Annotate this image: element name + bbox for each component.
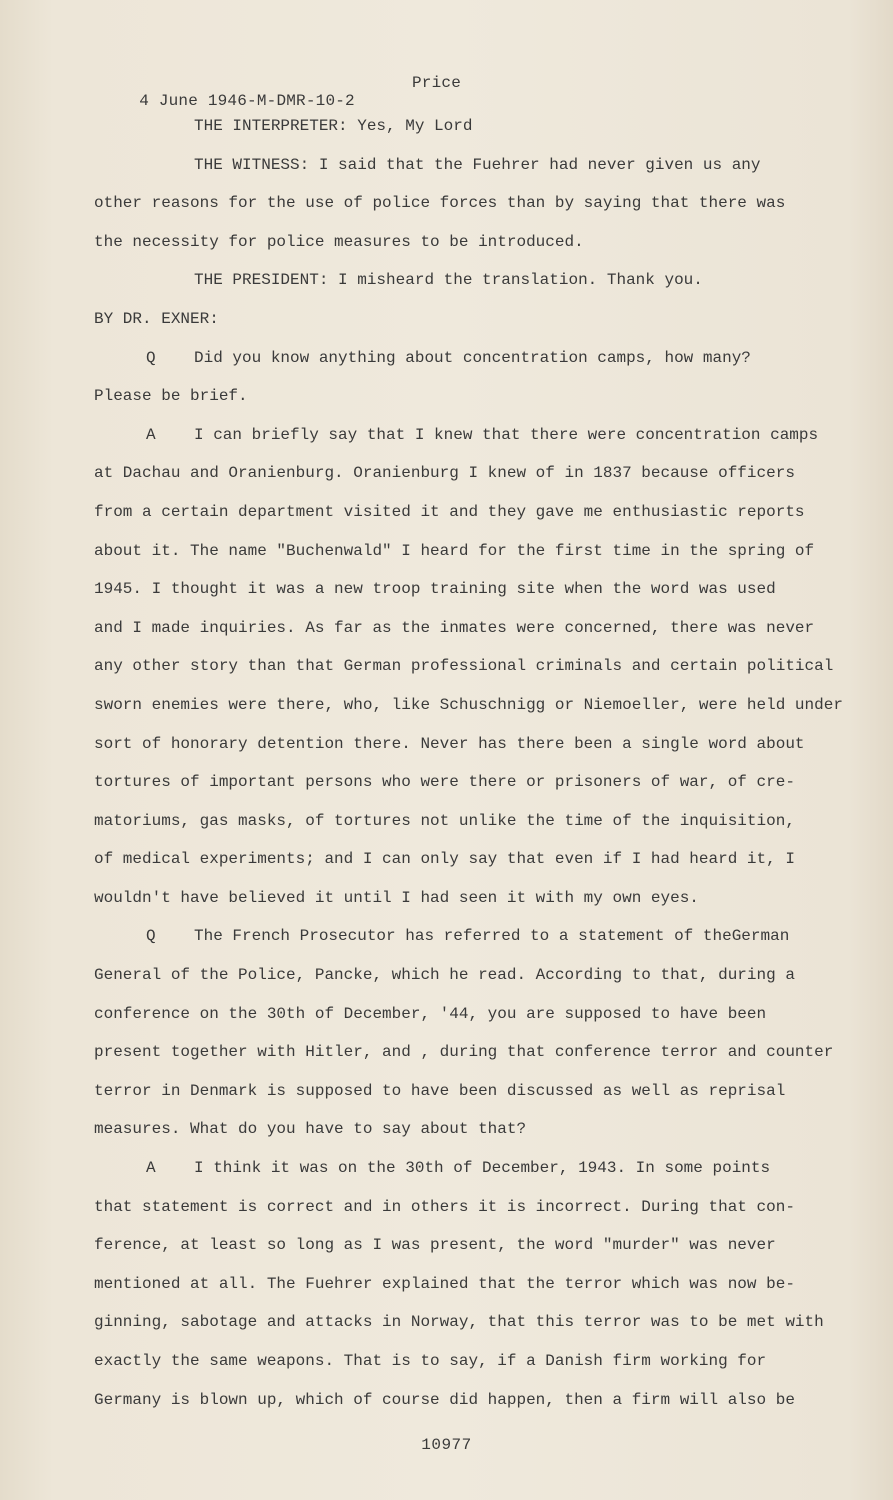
transcript-line (94, 300, 854, 339)
transcript-line (94, 223, 854, 262)
transcript-line (94, 416, 854, 455)
transcript-line (94, 1149, 854, 1188)
page-number: 10977 (421, 1436, 472, 1454)
transcript-line (94, 261, 854, 300)
line-text: THE PRESIDENT: I misheard the translation. Thank you. (194, 271, 703, 290)
transcript-line (94, 1188, 854, 1227)
line-text: I think it was on the 30th of December, 1943. In some points (194, 1159, 771, 1178)
transcript-line (94, 1072, 854, 1111)
qa-marker: Q (146, 927, 156, 946)
transcript-body (94, 107, 854, 1419)
line-text: BY DR. EXNER: (94, 309, 219, 328)
line-text: the necessity for police measures to be introduced. (94, 232, 584, 251)
transcript-line (94, 1342, 854, 1381)
line-text: at Dachau and Oranienburg. Oranienburg I knew of in 1837 because officers (94, 464, 795, 483)
transcript-line (94, 377, 854, 416)
transcript-line (94, 609, 854, 648)
line-text: of medical experiments; and I can only say that even if I had heard it, I (94, 850, 795, 869)
transcript-line (94, 570, 854, 609)
transcript-line (94, 956, 854, 995)
transcript-line (94, 725, 854, 764)
transcript-line (94, 493, 854, 532)
line-text: matoriums, gas masks, of tortures not unlike the time of the inquisition, (94, 811, 795, 830)
transcript-line (94, 802, 854, 841)
line-text: sworn enemies were there, who, like Schuschnigg or Niemoeller, were held under (94, 695, 843, 714)
line-text: ference, at least so long as I was present, the word "murder" was never (94, 1236, 776, 1255)
line-text: THE INTERPRETER: Yes, My Lord (194, 117, 473, 135)
qa-marker: A (146, 1159, 156, 1178)
transcript-line (94, 1303, 854, 1342)
transcript-line (94, 339, 854, 378)
transcript-line (94, 184, 854, 223)
qa-marker: Q (146, 348, 156, 367)
line-text: sort of honorary detention there. Never has there been a single word about (94, 734, 805, 753)
transcript-line (94, 647, 854, 686)
transcript-line (94, 686, 854, 725)
line-text: measures. What do you have to say about that? (94, 1120, 527, 1139)
transcript-line (94, 879, 854, 918)
line-text: conference on the 30th of December, '44, you are supposed to have been (94, 1004, 767, 1023)
line-text: The French Prosecutor has referred to a statement of theGerman (194, 927, 790, 946)
line-text: any other story than that German professional criminals and certain political (94, 657, 834, 676)
transcript-line (94, 1381, 854, 1420)
transcript-line (94, 454, 854, 493)
line-text: about it. The name "Buchenwald" I heard for the first time in the spring of (94, 541, 815, 560)
line-text: General of the Police, Pancke, which he read. According to that, during a (94, 966, 795, 985)
transcript-line (94, 840, 854, 879)
line-text: terror in Denmark is supposed to have been discussed as well as reprisal (94, 1081, 786, 1100)
line-text: and I made inquiries. As far as the inmates were concerned, there was never (94, 618, 815, 637)
line-text: present together with Hitler, and , during that conference terror and counter (94, 1043, 834, 1062)
line-text: wouldn't have believed it until I had seen it with my own eyes. (94, 888, 699, 907)
qa-marker: A (146, 425, 156, 444)
line-text: ginning, sabotage and attacks in Norway, that this terror was to be met with (94, 1313, 824, 1332)
transcript-line (94, 146, 854, 185)
line-text: mentioned at all. The Fuehrer explained that the terror which was now be- (94, 1274, 795, 1293)
transcript-line (94, 1226, 854, 1265)
transcript-line (94, 995, 854, 1034)
line-text: exactly the same weapons. That is to say, if a Danish firm working for (94, 1352, 767, 1370)
line-text: I can briefly say that I knew that there were concentration camps (194, 425, 819, 444)
line-text: that statement is correct and in others it is incorrect. During that con- (94, 1197, 795, 1216)
transcript-line (94, 1033, 854, 1072)
line-text: Germany is blown up, which of course did happen, then a firm will also be (94, 1390, 795, 1409)
transcript-line (94, 1110, 854, 1149)
transcript-line (94, 107, 854, 146)
line-text: 1945. I thought it was a new troop training site when the word was used (94, 580, 776, 599)
transcript-line (94, 1265, 854, 1304)
line-text: Did you know anything about concentration camps, how many? (194, 348, 751, 367)
document-reference: 4 June 1946-M-DMR-10-2 (139, 92, 355, 110)
transcript-line (94, 917, 854, 956)
speaker-name: Price (412, 74, 462, 92)
line-text: other reasons for the use of police forces than by saying that there was (94, 194, 786, 213)
line-text: THE WITNESS: I said that the Fuehrer had never given us any (194, 155, 761, 174)
line-text: tortures of important persons who were there or prisoners of war, of cre- (94, 773, 795, 792)
transcript-line (94, 532, 854, 571)
transcript-line (94, 763, 854, 802)
line-text: from a certain department visited it and they gave me enthusiastic reports (94, 502, 805, 521)
line-text: Please be brief. (94, 387, 248, 406)
